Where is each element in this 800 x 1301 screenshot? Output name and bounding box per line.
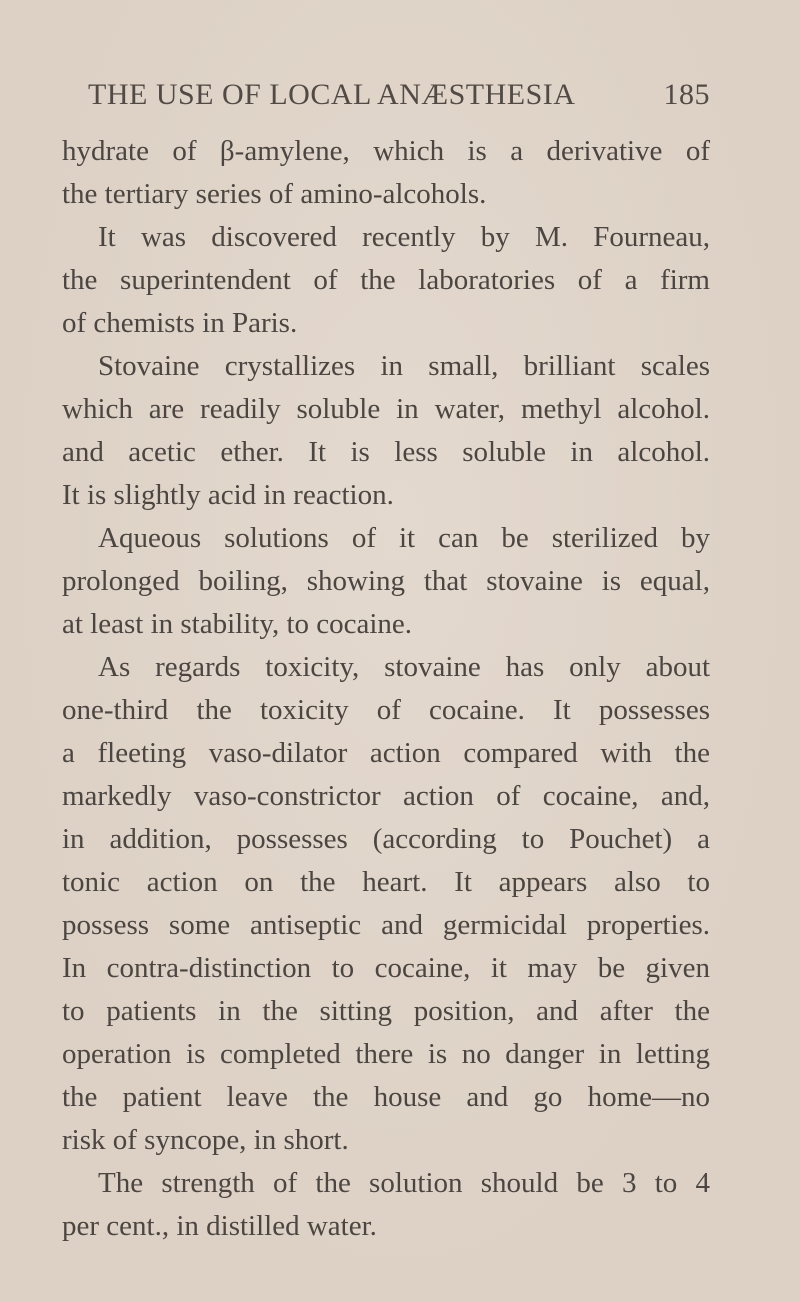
text-line: in addition, possesses (according to Pouchet) a bbox=[62, 823, 710, 855]
text-line: It is slightly acid in reaction. bbox=[62, 479, 394, 511]
text-line: The strength of the solution should be 3 to 4 bbox=[98, 1167, 710, 1199]
text-line: to patients in the sitting position, and after the bbox=[62, 995, 710, 1027]
text-line: at least in stability, to cocaine. bbox=[62, 608, 413, 640]
text-line: and acetic ether. It is less soluble in alcohol. bbox=[62, 436, 710, 468]
text-line: hydrate of β-amylene, which is a derivative of bbox=[62, 135, 710, 167]
text-line: a fleeting vaso-dilator action compared with the bbox=[62, 737, 710, 769]
text-line: Stovaine crystallizes in small, brilliant scales bbox=[98, 350, 710, 382]
body-text bbox=[62, 130, 710, 1248]
text-line: operation is completed there is no danger in letting bbox=[62, 1038, 710, 1070]
text-line: prolonged boiling, showing that stovaine is equal, bbox=[62, 565, 710, 597]
text-line: the patient leave the house and go home—no bbox=[62, 1081, 710, 1113]
text-line: In contra-distinction to cocaine, it may be given bbox=[62, 952, 710, 984]
text-line: per cent., in distilled water. bbox=[62, 1210, 377, 1242]
running-head bbox=[88, 78, 710, 118]
text-line: possess some antiseptic and germicidal properties. bbox=[62, 909, 710, 941]
running-title: THE USE OF LOCAL ANÆSTHESIA bbox=[88, 78, 576, 111]
page-number: 185 bbox=[663, 78, 710, 111]
text-line: the superintendent of the laboratories of a firm bbox=[62, 264, 710, 296]
text-line: of chemists in Paris. bbox=[62, 307, 298, 339]
text-line: tonic action on the heart. It appears also to bbox=[62, 866, 710, 898]
text-line: markedly vaso-constrictor action of cocaine, and, bbox=[62, 780, 710, 812]
text-line: It was discovered recently by M. Fourneau, bbox=[98, 221, 710, 253]
text-line: As regards toxicity, stovaine has only about bbox=[98, 651, 710, 683]
text-line: one-third the toxicity of cocaine. It possesses bbox=[62, 694, 710, 726]
text-line: the tertiary series of amino-alcohols. bbox=[62, 178, 487, 210]
text-line: which are readily soluble in water, methyl alcohol. bbox=[62, 393, 710, 425]
text-line: risk of syncope, in short. bbox=[62, 1124, 349, 1156]
text-line: Aqueous solutions of it can be sterilized by bbox=[98, 522, 710, 554]
